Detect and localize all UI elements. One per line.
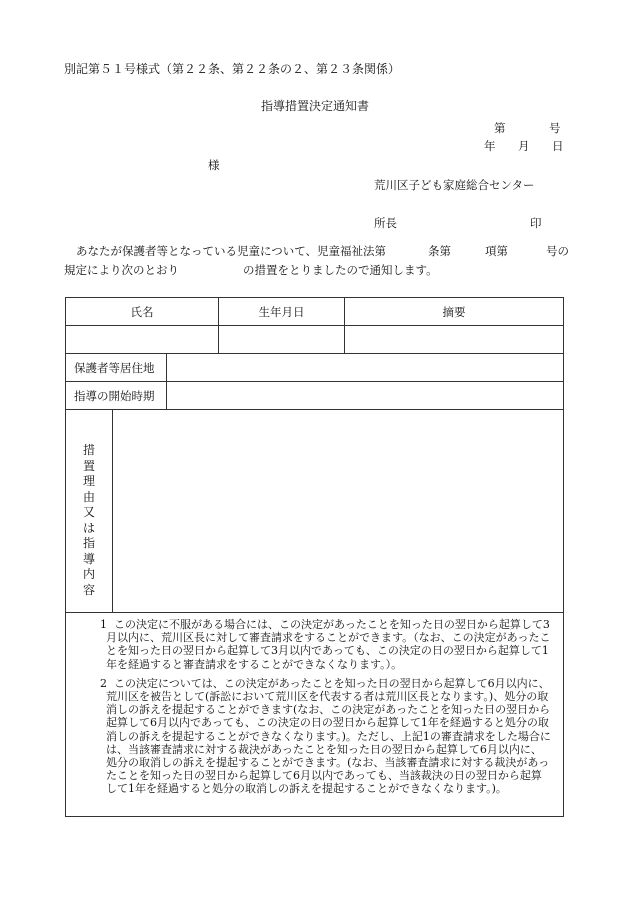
seal-mark: 印 bbox=[530, 216, 542, 230]
body-text: 項第 bbox=[485, 244, 509, 258]
note-text: この決定については、この決定があったことを知った日の翌日から起算して6月以内に、荒川区を被告として(訴訟において荒川区を代表する者は荒川区長となります。)、処分の取消しの訴えを提起することができます(なお、この決定があったことを知った日の翌日から起算して6月以内であっても、この決定の日の翌日から起算して1年を経過すると処分の取消しの訴えを提起することができなくなります。)。ただし、上記1の審査請求をした場合には、当該審査請求に対する裁決があったことを知った日の翌日から起算して6月以内に、処分の取消しの訴えを提起することができます。(なお、当該審査請求に対する裁決があったことを知った日の翌日から起算して6月以内であっても、当該裁決の日の翌日から起算して1年を経過すると処分の取消しの訴えを提起することができなくなります。)。 bbox=[106, 676, 551, 796]
vertical-label-char: 内 bbox=[82, 567, 95, 581]
vertical-label-char: 置 bbox=[82, 458, 95, 473]
addressee-honorific: 様 bbox=[208, 158, 220, 172]
body-text: 条第 bbox=[428, 244, 452, 258]
guardian-address-field[interactable] bbox=[167, 354, 563, 381]
vertical-label-char: 容 bbox=[82, 582, 95, 597]
body-text: の措置をとりましたので通知します。 bbox=[243, 263, 438, 277]
document-title: 指導措置決定通知書 bbox=[260, 99, 369, 113]
birthdate-field[interactable] bbox=[219, 326, 344, 353]
header-birthdate: 生年月日 bbox=[258, 304, 305, 319]
form-identifier: 別記第５１号様式（第２２条、第２２条の２、第２３条関係） bbox=[64, 62, 401, 76]
vertical-label-char: 理 bbox=[82, 474, 95, 488]
date-year-label: 年 bbox=[484, 139, 496, 153]
note-number: 2 bbox=[100, 676, 107, 690]
header-name: 氏名 bbox=[130, 304, 154, 319]
measure-reason-label bbox=[66, 443, 112, 598]
vertical-label-char: は bbox=[82, 520, 95, 535]
issuer-organization: 荒川区子ども家庭総合センター bbox=[374, 178, 535, 192]
vertical-label-char: 由 bbox=[82, 489, 95, 504]
document-number-suffix: 号 bbox=[549, 121, 561, 135]
measure-reason-field[interactable] bbox=[113, 410, 563, 612]
note-text: この決定に不服がある場合には、この決定があったことを知った日の翌日から起算して3月以内に、荒川区長に対して審査請求をすることができます。（なお、この決定があったことを知った日の翌日から起算して3月以内であっても、この決定の日の翌日から起算して1年を経過すると審査請求をすることができなくなります。）。 bbox=[106, 618, 551, 671]
remarks-field[interactable] bbox=[345, 326, 563, 353]
body-text-line2 bbox=[64, 262, 438, 278]
date-month-label: 月 bbox=[518, 139, 530, 153]
decision-form-table bbox=[65, 297, 564, 817]
appeal-note-item bbox=[66, 677, 563, 796]
guidance-start-label: 指導の開始時期 bbox=[74, 388, 155, 403]
vertical-label-char: 導 bbox=[82, 551, 95, 566]
guidance-start-field[interactable] bbox=[167, 382, 563, 409]
name-field[interactable] bbox=[66, 326, 218, 353]
body-text-line1 bbox=[64, 243, 570, 259]
vertical-label-char: 又 bbox=[82, 505, 95, 519]
vertical-label-char: 措 bbox=[82, 443, 95, 457]
note-number: 1 bbox=[100, 618, 107, 631]
vertical-label-char: 指 bbox=[82, 536, 95, 550]
body-text: あなたが保護者等となっている児童について、児童福祉法第 bbox=[76, 244, 387, 258]
appeal-notes bbox=[66, 614, 563, 796]
issuer-title: 所長 bbox=[374, 216, 397, 230]
body-text: 規定により次のとおり bbox=[64, 263, 179, 277]
body-text: 号の bbox=[546, 244, 570, 258]
guardian-address-label: 保護者等居住地 bbox=[74, 360, 155, 375]
appeal-note-item bbox=[66, 618, 563, 671]
header-remarks: 摘要 bbox=[442, 304, 466, 319]
document-number-prefix: 第 bbox=[494, 121, 506, 135]
date-day-label: 日 bbox=[552, 139, 564, 153]
